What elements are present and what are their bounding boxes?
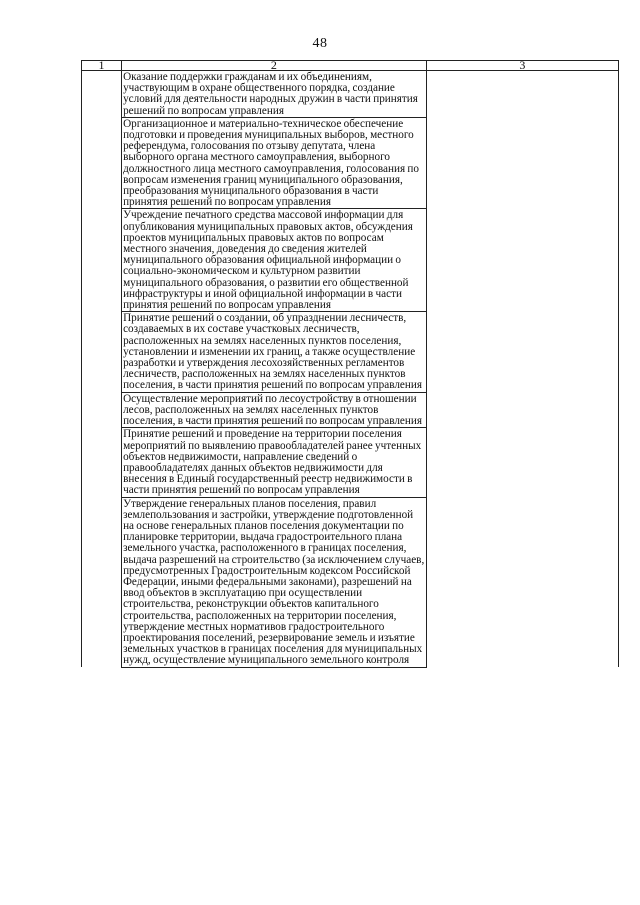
row-text: Учреждение печатного средства массовой информации для опубликования муниципальных правовых актов, обсуждения проектов муниципальных правовых актов по вопросам местного значения, доведения до сведения жителей муниципального образования официальной информации о социально-экономическом и культурном развитии муниципального образования, о развитии его общественной инфраструктуры и иной официальной информации в части принятия решений по вопросам управления xyxy=(123,209,413,312)
page-number: 48 xyxy=(312,36,328,51)
column-header-3: 3 xyxy=(426,61,618,71)
row-cell-number xyxy=(82,117,122,209)
table-row xyxy=(82,497,619,667)
row-cell-description xyxy=(122,209,427,312)
row-text: Оказание поддержки гражданам и их объединениям, участвующим в охране общественного порядка, создание условий для деятельности народных дружин в части принятия решений по вопросам управления xyxy=(123,71,418,117)
row-cell-note xyxy=(426,392,618,428)
row-cell-number xyxy=(82,312,122,392)
table-row xyxy=(82,71,619,118)
row-cell-note xyxy=(426,209,618,312)
row-cell-note xyxy=(426,117,618,209)
row-cell-description xyxy=(122,71,427,118)
table-row xyxy=(82,209,619,312)
table-row xyxy=(82,428,619,497)
row-cell-number xyxy=(82,209,122,312)
row-cell-note xyxy=(426,497,618,667)
row-cell-note xyxy=(426,71,618,118)
table-header-row xyxy=(82,61,619,71)
row-cell-number xyxy=(82,71,122,118)
table-row xyxy=(82,392,619,428)
table-row xyxy=(82,117,619,209)
row-cell-number xyxy=(82,428,122,497)
row-cell-number xyxy=(82,497,122,667)
row-text: Осуществление мероприятий по лесоустройству в отношении лесов, расположенных на землях населенных пунктов поселения, в части принятия решений по вопросам управления xyxy=(123,392,422,428)
row-cell-description xyxy=(122,392,427,428)
row-cell-note xyxy=(426,428,618,497)
table-row xyxy=(82,312,619,392)
row-text: Принятие решений о создании, об упразднении лесничеств, создаваемых в их составе участковых лесничеств, расположенных на землях населенных пунктов поселения, установлении и изменении их границ, а также осуществление разработки и утверждения лесохозяйственных регламентов лесничеств, расположенных на землях населенных пунктов поселения, в части принятия решений по вопросам управления xyxy=(123,312,422,392)
row-cell-description xyxy=(122,497,427,667)
row-cell-description xyxy=(122,428,427,497)
row-text: Организационное и материально-техническое обеспечение подготовки и проведения муниципальных выборов, местного референдума, голосования по отзыву депутата, члена выборного органа местного самоуправления, выборного должностного лица местного самоуправления, голосования по вопросам изменения границ муниципального образования, преобразования муниципального образования в части принятия решений по вопросам управления xyxy=(123,117,420,209)
column-header-2: 2 xyxy=(122,61,427,71)
row-cell-description xyxy=(122,312,427,392)
row-text: Принятие решений и проведение на территории поселения мероприятий по выявлению правообладателей ранее учтенных объектов недвижимости, направление сведений о правообладателях данных объектов недвижимости для внесения в Единый государственный реестр недвижимости в части принятия решений по вопросам управления xyxy=(123,428,422,497)
row-text: Утверждение генеральных планов поселения, правил землепользования и застройки, утверждение подготовленной на основе генеральных планов поселения документации по планировке территории, выдача градостроительного плана земельного участка, расположенного в границах поселения, выдача разрешений на строительство (за исключением случаев, предусмотренных Градостроительным кодексом Российской Федерации, иными федеральными законами), разрешений на ввод объектов в эксплуатацию при осуществлении строительства, реконструкции объектов капитального строительства, расположенных на территории поселения, утверждение местных нормативов градостроительного проектирования поселений, резервирование земель и изъятие земельных участков в границах поселения для муниципальных нужд, осуществление муниципального земельного контроля xyxy=(123,497,425,667)
document-table xyxy=(81,60,619,668)
column-header-1: 1 xyxy=(82,61,122,71)
row-cell-number xyxy=(82,392,122,428)
row-cell-note xyxy=(426,312,618,392)
row-cell-description xyxy=(122,117,427,209)
